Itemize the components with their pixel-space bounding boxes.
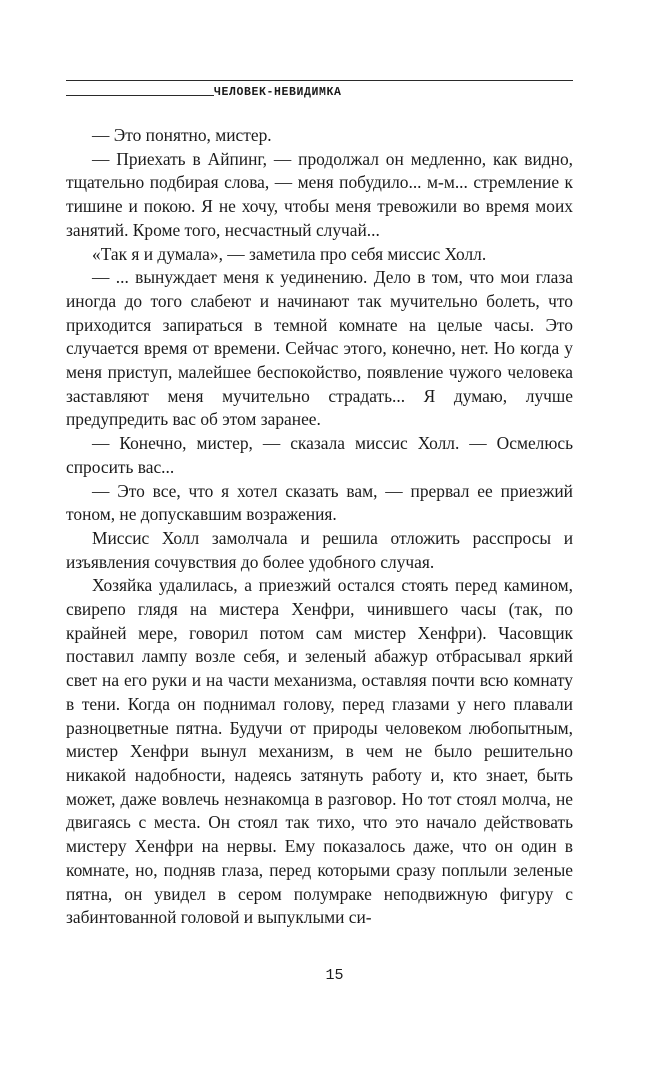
paragraph: — Это все, что я хотел сказать вам, — прервал ее приезжий тоном, не допускавшим возражения.	[66, 480, 573, 525]
paragraph: — Конечно, мистер, — сказала миссис Холл. — Осмелюсь спросить вас...	[66, 433, 573, 477]
paragraph: Миссис Холл замолчала и решила отложить расспросы и изъявления сочувствия до более удобного случая.	[66, 527, 573, 572]
paragraph: — ... вынуждает меня к уединению. Дело в том, что мои глаза иногда до того слабеют и начинают так мучительно болеть, что приходится запираться в темной комнате на целые часы. Это случается время от времени. Сейчас этого, конечно, нет. Но когда у меня приступ, малейшее беспокойство, появление чужого человека заставляют меня мучительно страдать... Я думаю, лучше предупредить вас об этом заранее.	[66, 267, 573, 430]
paragraph: Хозяйка удалилась, а приезжий остался стоять перед камином, свирепо глядя на мистера Хенфри, чинившего часы (так, по крайней мере, говорил потом сам мистер Хенфри). Часовщик поставил лампу возле себя, и зеленый абажур отбрасывал яркий свет на его руки и на части механизма, оставляя почти всю комнату в тени. Когда он поднимал голову, перед глазами у него плавали разноцветные пятна. Будучи от природы человеком любопытным, мистер Хенфри вынул механизм, в чем не было решительно никакой надобности, надеясь затянуть работу и, кто знает, быть может, даже вовлечь незнакомца в разговор. Но тот стоял молча, не двигаясь с места. Он стоял так тихо, что это начало действовать мистеру Хенфри на нервы. Ему показалось даже, что он один в комнате, но, подняв глаза, перед которыми сразу поплыли зеленые пятна, он увидел в сером полумраке неподвижную фигуру с забинтованной головой и выпуклыми си-	[66, 575, 573, 928]
top-rule	[66, 80, 573, 81]
header-line	[66, 95, 214, 96]
running-header	[66, 86, 573, 104]
paragraph: — Это понятно, мистер.	[92, 125, 272, 145]
paragraph: — Приехать в Айпинг, — продолжал он медленно, как видно, тщательно подбирая слова, — меня побудило... м-м... стремление к тишине и покою. Я не хочу, чтобы меня тревожили во время моих занятий. Кроме того, несчастный случай...	[66, 148, 573, 240]
page-number: 15	[325, 967, 344, 984]
paragraph: «Так я и думала», — заметила про себя миссис Холл.	[92, 243, 487, 264]
page-body	[66, 124, 573, 930]
running-title: ЧЕЛОВЕК-НЕВИДИМКА	[214, 86, 342, 99]
